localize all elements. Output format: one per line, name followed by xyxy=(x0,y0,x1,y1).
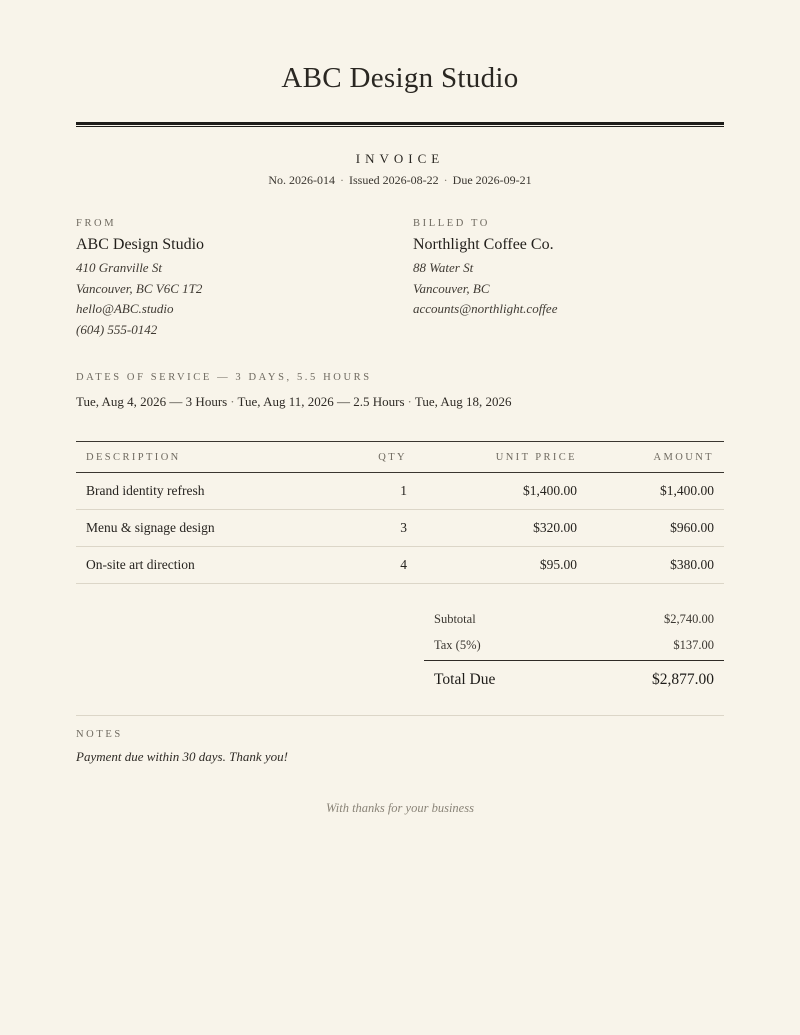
billed-to-name: Northlight Coffee Co. xyxy=(413,236,554,253)
service-date: Tue, Aug 18, 2026 xyxy=(414,394,512,409)
item-qty: 1 xyxy=(337,473,417,510)
header-qty: QTY xyxy=(337,442,417,473)
billed-to-address-city: Vancouver, BC xyxy=(413,280,490,296)
subtotal-row xyxy=(424,606,724,632)
item-qty: 4 xyxy=(337,547,417,584)
line-items-table xyxy=(76,441,724,584)
invoice-meta xyxy=(76,173,724,188)
from-block xyxy=(76,218,413,340)
notes-text: Payment due within 30 days. Thank you! xyxy=(76,749,288,764)
from-address-city: Vancouver, BC V6C 1T2 xyxy=(76,280,203,296)
date-separator: · xyxy=(407,394,412,409)
from-phone: (604) 555-0142 xyxy=(76,321,158,337)
from-email: hello@ABC.studio xyxy=(76,301,174,316)
item-description: Brand identity refresh xyxy=(76,473,337,510)
header-description: DESCRIPTION xyxy=(76,442,337,473)
parties-section xyxy=(76,218,724,340)
footer-thanks: With thanks for your business xyxy=(326,801,474,815)
item-amount: $960.00 xyxy=(587,510,724,547)
total-due-value: $2,877.00 xyxy=(652,671,714,688)
header-divider xyxy=(76,122,724,127)
table-row xyxy=(76,473,724,510)
service-dates-label: DATES OF SERVICE — 3 DAYS, 5.5 HOURS xyxy=(76,372,372,383)
date-separator: · xyxy=(230,394,235,409)
from-label: FROM xyxy=(76,218,117,229)
studio-title: ABC Design Studio xyxy=(281,62,519,94)
item-amount: $380.00 xyxy=(587,547,724,584)
subtotal-label: Subtotal xyxy=(434,612,476,626)
invoice-number: No. 2026-014 xyxy=(268,173,336,187)
service-dates-section xyxy=(76,372,724,410)
meta-separator: · xyxy=(340,173,345,187)
table-row xyxy=(76,510,724,547)
from-name: ABC Design Studio xyxy=(76,236,205,253)
header-unit-price: UNIT PRICE xyxy=(417,442,587,473)
table-row xyxy=(76,547,724,584)
from-address-street: 410 Granville St xyxy=(76,260,162,275)
invoice-due-date: Due 2026-09-21 xyxy=(452,173,532,187)
invoice-issued-date: Issued 2026-08-22 xyxy=(349,173,439,187)
invoice-heading: INVOICE xyxy=(355,151,445,166)
item-unit-price: $320.00 xyxy=(417,510,587,547)
invoice-header xyxy=(76,151,724,188)
item-amount: $1,400.00 xyxy=(587,473,724,510)
tax-row xyxy=(424,632,724,658)
item-qty: 3 xyxy=(337,510,417,547)
billed-to-block xyxy=(413,218,724,340)
item-unit-price: $95.00 xyxy=(417,547,587,584)
header-amount: AMOUNT xyxy=(587,442,724,473)
service-date: Tue, Aug 4, 2026 — 3 Hours xyxy=(76,394,228,409)
billed-to-address-street: 88 Water St xyxy=(413,260,474,275)
tax-value: $137.00 xyxy=(673,638,714,652)
item-unit-price: $1,400.00 xyxy=(417,473,587,510)
total-due-row xyxy=(424,660,724,699)
invoice-page xyxy=(76,0,724,816)
tax-label: Tax (5%) xyxy=(434,638,481,652)
notes-label: NOTES xyxy=(76,729,123,740)
totals-block xyxy=(424,606,724,699)
subtotal-value: $2,740.00 xyxy=(664,612,714,626)
service-date: Tue, Aug 11, 2026 — 2.5 Hours xyxy=(237,394,405,409)
billed-to-email: accounts@northlight.coffee xyxy=(413,301,558,316)
total-due-label: Total Due xyxy=(434,671,496,688)
notes-section xyxy=(76,715,724,765)
meta-separator: · xyxy=(443,173,448,187)
item-description: Menu & signage design xyxy=(76,510,337,547)
table-header-row xyxy=(76,442,724,473)
item-description: On-site art direction xyxy=(76,547,337,584)
billed-to-label: BILLED TO xyxy=(413,218,490,229)
service-dates-list xyxy=(76,394,724,410)
